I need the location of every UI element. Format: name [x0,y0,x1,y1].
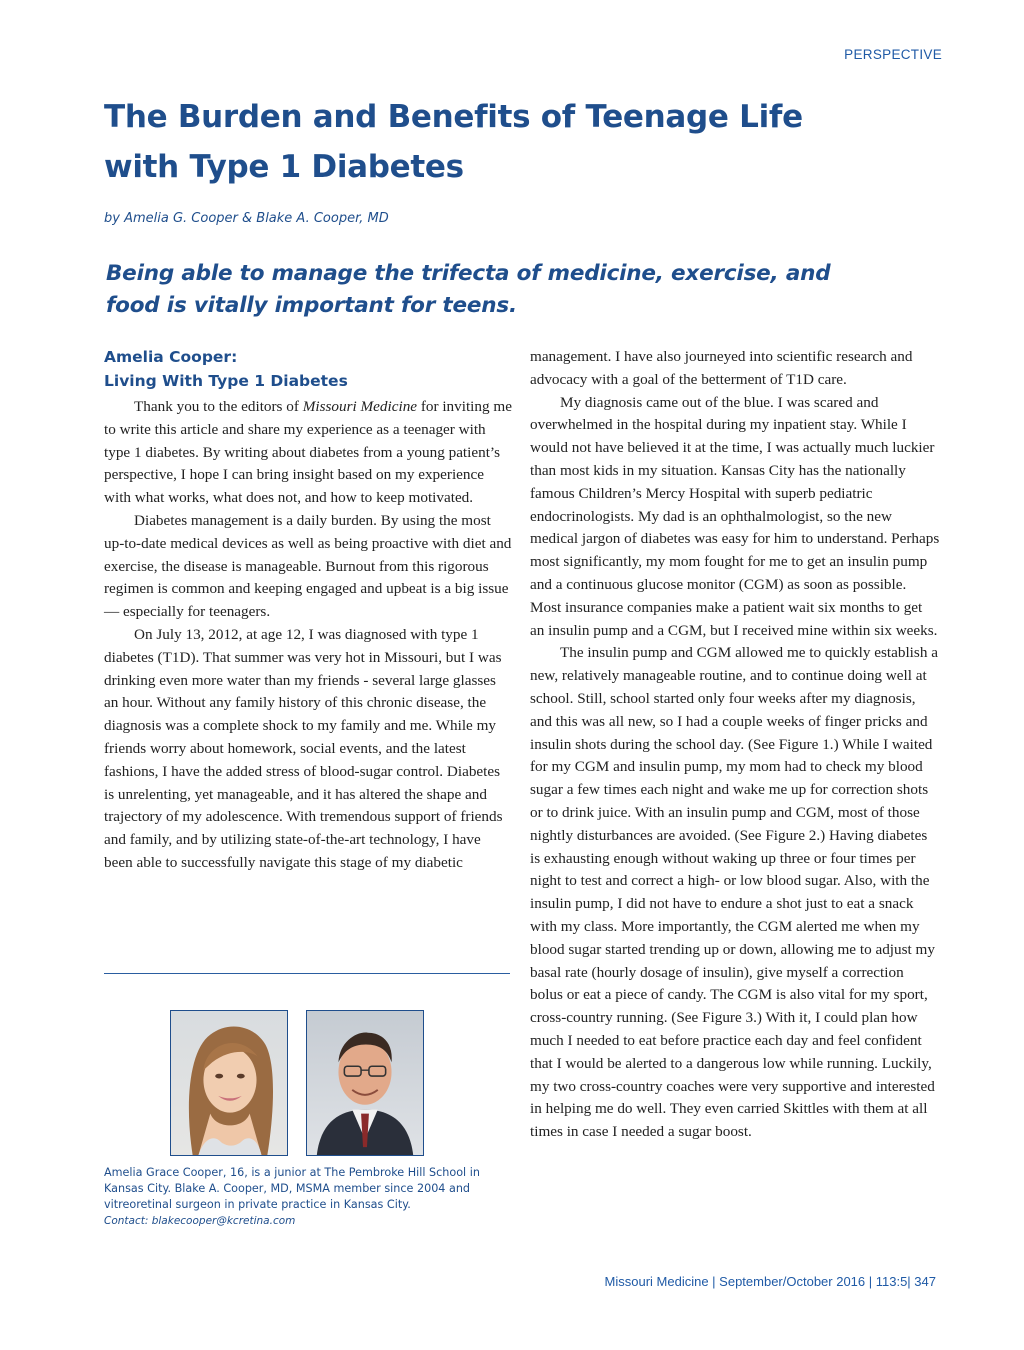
contact-line: Contact: blakecooper@kcretina.com [104,1215,296,1227]
author-photo-blake [306,1010,424,1156]
byline: by Amelia G. Cooper & Blake A. Cooper, MD [104,211,389,226]
paragraph-pump-cgm: The insulin pump and CGM allowed me to quickly establish a new, relatively manageable routine, and to continue doing well at school. Still, school started only four weeks after my diagnosis, and this was all new, so I had a couple weeks of finger pricks and insulin shots during the school day. (See Figure 1.) While I waited for my CGM and insulin pump, my mom had to check my blood sugar a few times each night and wake me up for correction shots or to drink juice. With an insulin pump and CGM, most of those nightly disturbances are avoided. (See Figure 2.) Having diabetes is exhausting enough without waking up three or four times per night to test and correct a high- or low blood sugar. Also, with the insulin pump, I did not have to endure a shot just to eat a snack with my class. More importantly, the CGM alerted me when my blood sugar started trending up or down, allowing me to adjust my basal rate (hourly dosage of insulin), give myself a correction bolus or eat a piece of candy. The CGM is also vital for my sport, cross-country running. (See Figure 3.) With it, I could plan how much I needed to eat before practice each day and feel confident that I would be alerted to a dangerous low while running. Luckily, my two cross-country coaches were very supportive and interested in helping me do well. They even carried Skittles with them at all times in case I needed a sugar boost. [530,644,938,1141]
article-title: The Burden and Benefits of Teenage Life with Type 1 Diabetes [104,99,803,185]
journal-name: Missouri Medicine [302,398,418,415]
left-column [104,396,512,875]
paragraph-management-cont: management. I have also journeyed into scientific research and advocacy with a goal of the betterment of T1D care. [530,348,913,388]
page-footer: Missouri Medicine | September/October 2016 | 113:5| 347 [604,1274,936,1289]
paragraph-out-of-blue: My diagnosis came out of the blue. I was scared and overwhelmed in the hospital during my inpatient stay. While I would not have believed it at the time, I was actually much luckier than most kids in my situation. Kansas City has the nationally famous Children’s Mercy Hospital with superb pediatric endocrinologists. My dad is an ophthalmologist, so the new medical jargon of diabetes was easy for him to understand. Perhaps most significantly, my mom fought for me to get an insulin pump and a continuous glucose monitor (CGM) as soon as possible. Most insurance companies make a patient wait six months to get an insulin pump and a CGM, but I received mine within six weeks. [530,393,940,639]
article-deck: Being able to manage the trifecta of medicine, exercise, and food is vitally important for teens. [106,261,831,318]
section-subhead [104,345,348,393]
paragraph-intro [104,396,512,510]
caption-text: Amelia Grace Cooper, 16, is a junior at The Pembroke Hill School in Kansas City. Blake A. Cooper, MD, MSMA member since 2004 and vitreoretinal surgeon in private practice in Kansas City. [104,1166,480,1211]
section-label: PERSPECTIVE [844,47,942,62]
right-column [530,346,940,1144]
subhead-line-2: Living With Type 1 Diabetes [104,372,348,390]
author-photo-amelia [170,1010,288,1156]
p1-before: Thank you to the editors of [134,398,303,415]
subhead-line-1: Amelia Cooper: [104,348,238,366]
caption-divider [104,973,510,974]
paragraph-diagnosis: On July 13, 2012, at age 12, I was diagnosed with type 1 diabetes (T1D). That summer was very hot in Missouri, but I was drinking even more water than my friends - several large glasses an hour. Without any family history of this chronic disease, the diagnosis was a complete shock to my family and me. While my friends worry about homework, social events, and the latest fashions, I have the added stress of blood-sugar control. Diabetes is unrelenting, yet manageable, and it has altered the shape and trajectory of my adolescence. With tremendous support of friends and family, and by utilizing state-of-the-art technology, I have been able to successfully navigate this stage of my diabetic [104,625,503,871]
paragraph-burden: Diabetes management is a daily burden. By using the most up-to-date medical devices as well as being proactive with diet and exercise, the disease is manageable. Burnout from this rigorous regimen is common and keeping engaged and upbeat is a big issue — especially for teenagers. [104,511,512,621]
p1-after: for inviting me to write this article and share my experience as a teenager with type 1 diabetes. By writing about diabetes from a young patient’s perspective, I hope I can bring insight based on my experience with what works, what does not, and how to keep motivated. [104,398,512,507]
author-caption [104,1165,504,1229]
